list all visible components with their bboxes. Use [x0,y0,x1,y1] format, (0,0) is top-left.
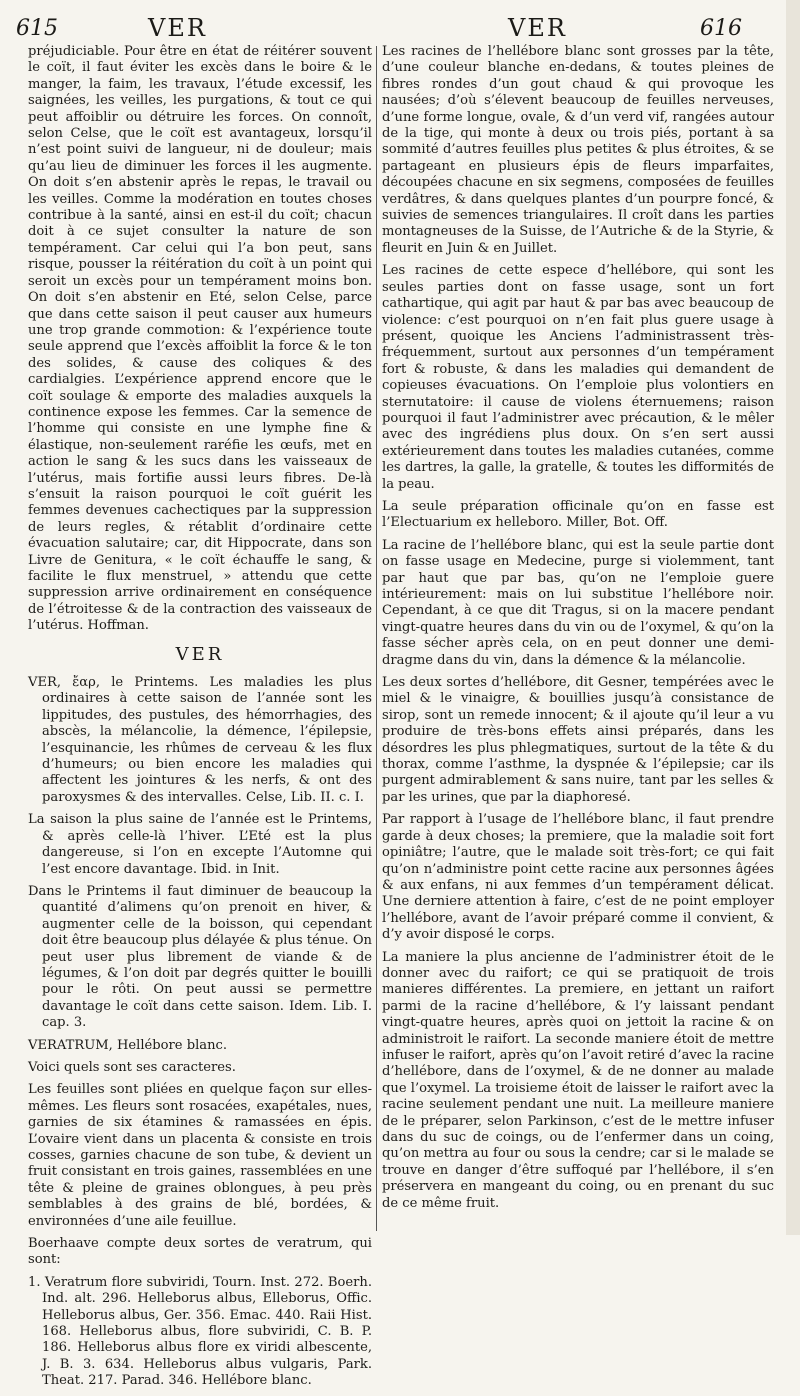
paragraph-racines: Les racines de l’hellébore blanc sont grosses par la tête, d’une couleur blanche en-dedans, & toutes pleines de fibres rondes d’un gout chaud & qui provoque les nausées; d’où s’élevent beaucoup de feuilles nerveuses, d’une forme longue, ovale, & d’un verd vif, rangées autour de la tige, qui monte à deux ou trois piés, portant à sa sommité d’autres feuilles plus petites & plus étroites, & se partageant en plusieurs épis de fleurs imparfaites, découpées chacune en six segmens, composées de feuilles verdâtres, & dans quelques plantes d’un pourpre foncé, & suivies de semences triangulaires. Il croît dans les parties montagneuses de la Suisse, de l’Autriche & de la Styrie, & fleurit en Juin & en Juillet. [382,44,774,256]
paragraph-boerhaave: Boerhaave compte deux sortes de veratrum, qui sont: [28,1236,372,1268]
right-column [382,44,774,1218]
paragraph-espece: Les racines de cette espece d’hellébore, qui sont les seules parties dont on fasse usage, sont un fort cathartique, qui agit par haut & par bas avec beaucoup de violence: c’est pourquoi on n’en fait plus guere usage à présent, quoique les Anciens l’administrassent très-fréquemment, surtout aux personnes d’un tempérament fort & robuste, & dans les maladies qui demandent de copieuses évacuations. On l’emploie plus volontiers en sternutatoire: il cause de violens éternuemens; raison pourquoi il faut l’administrer avec précaution, & le mêler avec des ingrédiens plus doux. On s’en sert aussi extérieurement dans toutes les maladies cutanées, comme les dartres, la galle, la gratelle, & toutes les difformités de la peau. [382,263,774,492]
right-page-number: 616 [700,16,742,41]
paragraph-coit: préjudiciable. Pour être en état de réitérer souvent le coït, il faut éviter les excès dans le boire & le manger, la faim, les travaux, l’étude excessif, les saignées, les veilles, les purgations, & tout ce qui peut affoiblir ou détruire les forces. On connoît, selon Celse, que le coït est avantageux, lorsqu’il n’est point suivi de langueur, ni de douleur; mais qu’au lieu de diminuer les forces il les augmente. On doit s’en abstenir après le repas, le travail ou les veilles. Comme la modération en toutes choses contribue à la santé, ainsi en est-il du coït; chacun doit à ce sujet consulter la nature de son tempérament. Car celui qui l’a bon peut, sans risque, pousser la réitération du coït à un point qui seroit un excès pour un tempérament moins bon. On doit s’en abstenir en Eté, selon Celse, parce que dans cette saison il peut causer aux humeurs une trop grande commotion: & l’expérience toute seule apprend que l’excès affoiblit la force & le ton des solides, & cause des coliques & des cardialgies. L’expérience apprend encore que le coït soulage & emporte des maladies auxquels la continence expose les femmes. Car la semence de l’homme qui consiste en une lymphe fine & élastique, non-seulement raréfie les œufs, met en action le sang & les sucs dans les vaisseaux de l’utérus, mais fortifie aussi leurs fibres. De-là s’ensuit la raison pourquoi le coït guérit les femmes devenues cachectiques par la suppression de leurs regles, & rétablit d’ordinaire cette évacuation salutaire; car, dit Hippocrate, dans son Livre de Genitura, « le coït échauffe le sang, & facilite le flux menstruel, » attendu que cette suppression arrive ordinairement en conséquence de l’étroitesse & de la contraction des vaisseaux de l’utérus. Hoffman. [28,44,372,634]
left-column [28,44,372,1396]
paragraph-ver-printems: VER, ἔαρ, le Printems. Les maladies les plus ordinaires à cette saison de l’année sont les lippitudes, des pustules, des hémorrhagies, des abscès, la mélancolie, la démence, l’épilepsie, l’esquinancie, les rhûmes de cerveau & les flux d’humeurs; ou bien encore les maladies qui affectent les jointures & les nerfs, & ont des paroxysmes & des intervalles. Celse, Lib. II. c. I. [28,675,372,805]
paragraph-deux-sortes: Les deux sortes d’hellébore, dit Gesner, tempérées avec le miel & le vinaigre, & bouillies jusqu’à consistance de sirop, sont un remede innocent; & il ajoute qu’il leur a vu produire de très-bons effets ainsi préparés, dans les désordres les plus phlegmatiques, surtout de la tête & du thorax, comme l’asthme, la dyspnée & l’épilepsie; car ils purgent admirablement & sans nuire, tant par les selles & par les urines, que par la diaphoresé. [382,675,774,805]
left-page-number: 615 [16,16,58,41]
list-item-veratrum-1: 1. Veratrum flore subviridi, Tourn. Inst. 272. Boerh. Ind. alt. 296. Helleborus albus, Elleborus, Offic. Helleborus albus, Ger. 356. Emac. 440. Raii Hist. 168. Helleborus albus, flore subviridi, C. B. P. 186. Helleborus albus flore ex viridi albescente, J. B. 3. 634. Helleborus albus vulgaris, Park. Theat. 217. Parad. 346. Hellébore blanc. [28,1274,372,1389]
paragraph-preparation: La seule préparation officinale qu’on en fasse est l’Electuarium ex helleboro. Miller, Bot. Off. [382,498,774,531]
left-running-head: VER [148,14,207,42]
paragraph-feuilles: Les feuilles sont pliées en quelque façon sur elles-mêmes. Les fleurs sont rosacées, exapétales, nues, garnies de six étamines & ramassées en épis. L’ovaire vient dans un placenta & consiste en trois cosses, garnies chacune de son tube, & devient un fruit consistant en trois gaines, rassemblées en une tête & pleine de graines oblongues, à peu près semblables à des grains de blé, bordées, & environnées d’une aile feuillue. [28,1082,372,1229]
paragraph-rapport: Par rapport à l’usage de l’hellébore blanc, il faut prendre garde à deux choses; la premiere, que la maladie soit fort opiniâtre; l’autre, que le malade soit très-fort; ce qui fait qu’on n’administre point cette racine aux personnes âgées & aux enfans, ni aux femmes d’un tempérament délicat. Une derniere attention à faire, c’est de ne point employer l’hellébore, avant de l’avoir préparé comme il convient, & d’y avoir disposé le corps. [382,812,774,943]
paragraph-saison: La saison la plus saine de l’année est le Printems, & après celle-là l’hiver. L’Eté est la plus dangereuse, si l’on en excepte l’Automne qui l’est encore davantage. Ibid. in Init. [28,812,372,877]
page-edge [786,0,800,1235]
column-divider [376,46,377,1231]
entry-veratrum: VERATRUM, Hellébore blanc. [28,1037,228,1053]
paragraph-racine: La racine de l’hellébore blanc, qui est la seule partie dont on fasse usage en Medecine, purge si violemment, tant par haut que par bas, qu’on ne l’emploie guere intérieurement: mais on lui substitue l’hellébore noir. Cependant, à ce que dit Tragus, si on la macere pendant vingt-quatre heures dans du vin ou de l’oxymel, & qu’on la fasse sécher après cela, on en peut donner une demi-dragme dans du vin, dans la démence & la mélancolie. [382,537,774,668]
paragraph-printems-regime: Dans le Printems il faut diminuer de beaucoup la quantité d’alimens qu’on prenoit en hiver, & augmenter celle de la boisson, qui cependant doit être beaucoup plus délayée & plus ténue. On peut user plus librement de viande & de légumes, & l’on doit par degrés quitter le bouilli pour le rôti. On peut aussi se permettre davantage le coït dans cette saison. Idem. Lib. I. cap. 3. [28,883,372,1031]
section-title: VER [175,643,225,665]
paragraph-maniere: La maniere la plus ancienne de l’administrer étoit de le donner avec du raifort; ce qui se pratiquoit de trois manieres différentes. La premiere, en jettant un raifort parmi de la racine d’hellébore, & l’y laissant pendant vingt-quatre heures, après quoi on jettoit la racine & on administroit le raifort. La seconde maniere étoit de mettre infuser le raifort, après qu’on l’avoit retiré d’avec la racine d’hellébore, dans de l’oxymel, & de ne donner au malade que l’oxymel. La troisieme étoit de laisser le raifort avec la racine seulement pendant une nuit. La meilleure maniere de le préparer, selon Parkinson, c’est de le mettre infuser dans du suc de coings, ou de l’enfermer dans un coing, qu’on mettra au four ou sous la cendre; car si le malade se trouve en danger d’être suffoqué par l’hellébore, il s’en préservera en mangeant du coing, ou en prenant du suc de ce même fruit. [382,949,774,1211]
right-running-head: VER [508,14,567,42]
paragraph-caracteres: Voici quels sont ses caracteres. [28,1059,236,1075]
